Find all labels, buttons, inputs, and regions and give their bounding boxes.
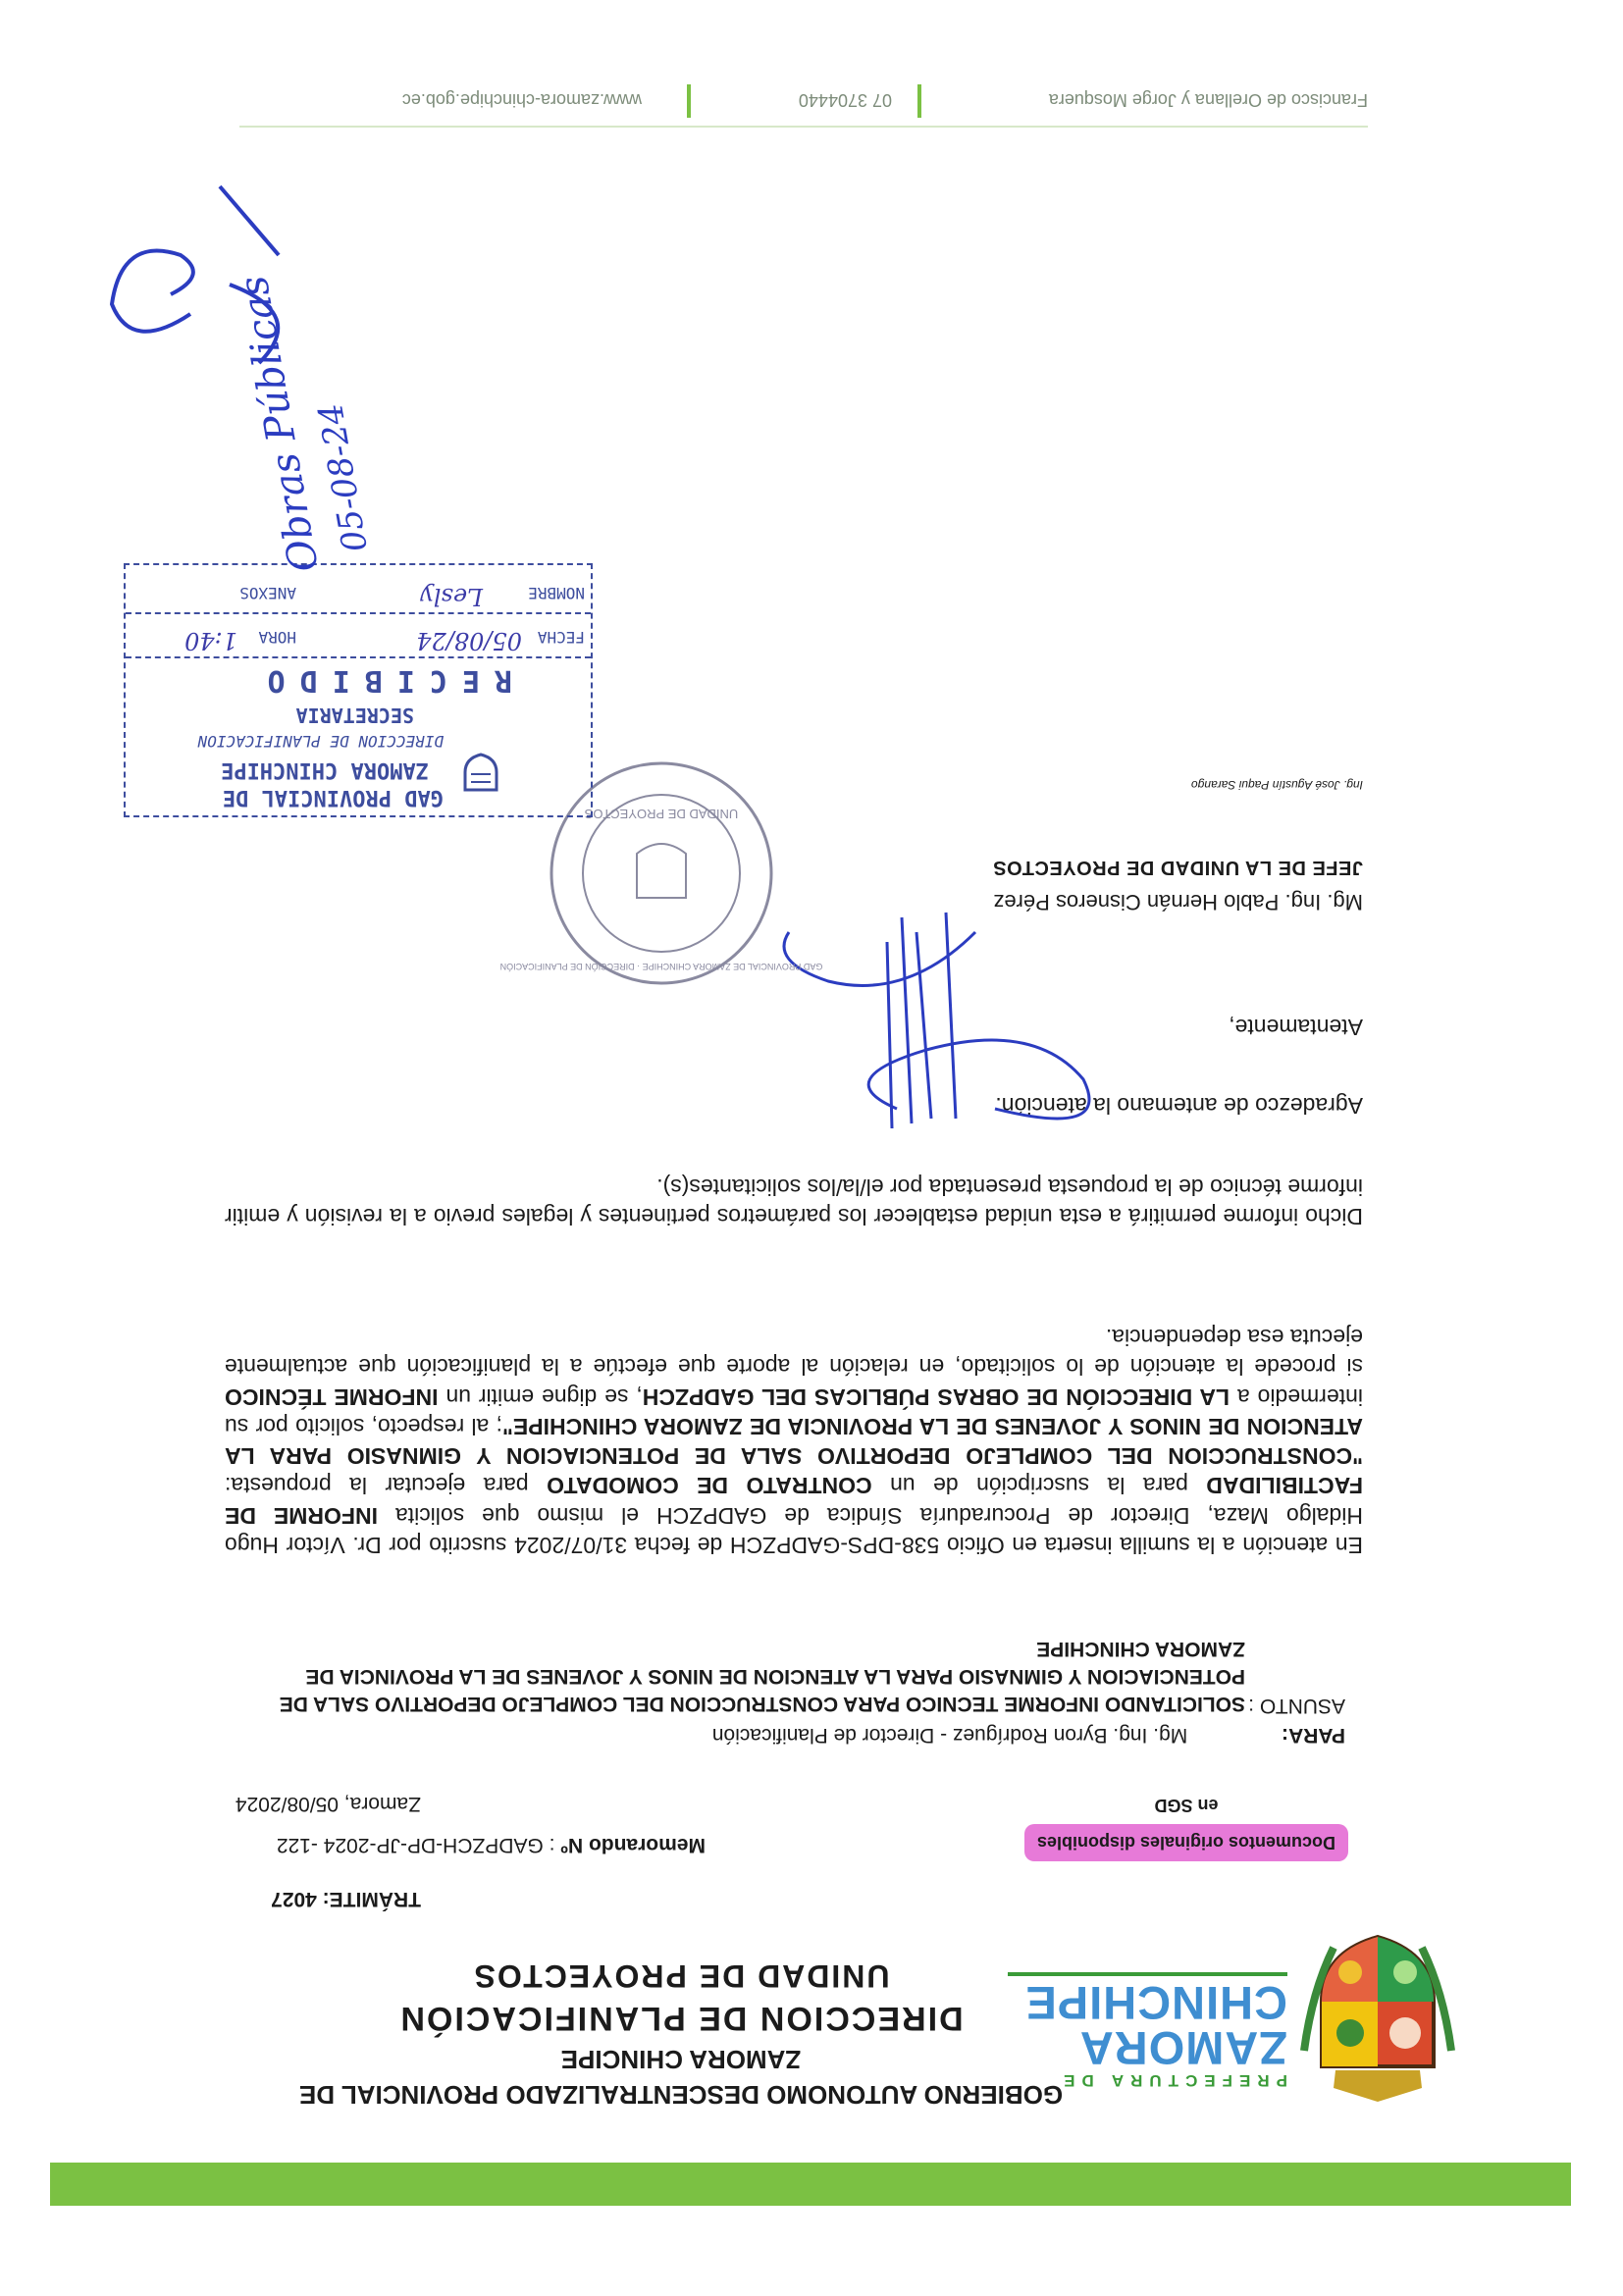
signer-title: JEFE DE LA UNIDAD DE PROYECTOS [992,857,1363,878]
memo-number [277,1833,706,1856]
tramite-value: 4027 [271,1888,317,1910]
title-line-2: ZAMORA CHINCIPE [560,2045,802,2074]
stamp-fecha-label: FECHA [537,628,585,647]
signer-name: Mg. Ing. Pablo Hernán Cisneros Pérez [993,890,1363,914]
closing-thanks: Agradezco de antemano la atención. [995,1093,1363,1119]
p1-text-i: , se digne emitir un [438,1383,643,1410]
stamp-nombre-label: NOMBRE [528,584,585,602]
stamp-shield-icon [459,753,502,796]
stamp-nombre-value: Lesly [420,583,483,610]
footer-website[interactable]: www.zamora-chinchipe.gob.ec [401,90,642,110]
handwriting-line-2: 05-08-24 [310,399,376,555]
memo-value: : GADPZCH-DP-JP-2024 -122 [276,1834,555,1856]
body-paragraph-1 [225,1323,1363,1560]
p1-bold-factibilidad: INFORME DE FACTIBILIDAD [225,1473,1363,1529]
body-paragraph-2: Dicho informe permitirá a esta unidad establecer los parámetros pertinentes y legales previo a la revisión y emitir informe técnico de la propuesta presentada por el/la/los solicitantes(s). [225,1174,1363,1229]
handwritten-signature [740,903,1152,1226]
stamp-hora-value: 1:40 [184,627,237,654]
closing-regards: Atentamente, [1229,1015,1363,1040]
stamp-hora-label: HORA [258,628,296,647]
footer-separator-2 [687,84,691,118]
coat-of-arms-logo [1294,1933,1461,2110]
prepared-by-note: Ing. José Agustín Paqui Sarango [1190,778,1363,792]
seal-inner-text: UNIDAD DE PROYECTOS [584,807,739,821]
p1-text-c: para la suscripción de un [871,1473,1207,1499]
p1-bold-informe: INFORME TÉCNICO [225,1383,439,1410]
footer-address: Francisco de Orellana y Jorge Mosquera [1048,90,1368,110]
asunto-label: ASUNTO : [1248,1695,1345,1717]
stamp-line-2: ZAMORA CHINCHIPE [221,757,429,782]
tramite-field [271,1887,421,1910]
memo-date: Zamora, 05/08/2024 [235,1793,421,1815]
p1-text-a: En atención a la sumilla inserta en Oficio 538-DPS-GADPZCH de fecha 31/07/2024 suscrito por Dr. Víctor Hugo Hidalgo Maza, Director de Procuraduría Síndica de GADPZCH el mismo que solicita [225,1502,1363,1558]
sgd-highlight-note: Documentos originales disponibles en SGD [1024,1824,1348,1861]
title-line-3: DIRECCION DE PLANIFICACIÓN [398,2000,964,2037]
tramite-label: TRÁMITE: [322,1888,421,1910]
footer-separator-1 [917,84,921,118]
brand-chinchipe: CHINCHIPE [1024,1977,1287,2029]
p1-text-g: ; al respecto, solicito por su intermedio a [224,1383,1363,1439]
p1-bold-propuesta: "CONSTRUCCION DEL COMPLEJO DEPORTIVO SALA DE POTENCIACION Y GIMNASIO PARA LA ATENCION DE NINOS Y JOVENES DE LA PROVINCIA DE ZAMORA CHINCHIPE" [225,1413,1363,1470]
asunto-text: SOLICITANDO INFORME TECNICO PARA CONSTRUCCION DEL COMPLEJO DEPORTIVO SALA DE POTENCIACION Y GIMNASIO PARA LA ATENCION DE NINOS Y JOVENES DE LA PROVINCIA DE ZAMORA CHINCHIPE [279,1638,1245,1715]
memo-label: Memorando Nº [560,1834,706,1856]
stamp-line-4: SECRETARIA [295,704,414,727]
footer-divider [239,126,1368,128]
p1-text-e: para ejecutar la propuesta: [225,1473,548,1499]
p1-text-k: si procede la atención de lo solicitado, en relación al aporte que efectúe a la planificación que actualmente ejecuta esa dependencia. [225,1324,1363,1381]
title-line-4: UNIDAD DE PROYECTOS [472,1958,890,1994]
brand-prefectura: PREFECTURA DE [1057,2071,1287,2090]
para-value: Mg. Ing. Byron Rodríguez - Director de Planificación [711,1724,1188,1747]
stamp-line-3: DIRECCION DE PLANIFICACION [197,732,444,751]
header-green-bar [50,2163,1571,2206]
para-label: PARA: [1282,1724,1345,1747]
brand-zamora: ZAMORA [1078,2022,1287,2074]
stamp-row-fecha [126,617,591,658]
footer-phone: 07 3704440 [798,90,892,110]
stamp-fecha-value: 05/08/24 [416,627,522,654]
p1-bold-comodato: CONTRATO DE COMODATO [547,1473,872,1499]
handwritten-routing-note [53,186,377,608]
seal-outer-text: GAD PROVINCIAL DE ZAMORA CHINCHIPE · DIRECCIÓN DE PLANIFICACIÓN [499,962,823,971]
p1-bold-obras: LA DIRECCIÓN DE OBRAS PÚBLICAS DEL GADPZCH [642,1383,1230,1410]
title-line-1: GOBIERNO AUTONOMO DESCENTRALIZADO PROVINCIAL DE [298,2080,1064,2110]
stamp-anexos-label: ANEXOS [239,584,296,602]
stamp-recibido: RECIBIDO [252,663,512,698]
para-line [712,1723,1345,1747]
handwriting-line-1: Obras Públicas [231,272,328,576]
stamp-line-1: GAD PROVINCIAL DE [222,785,444,809]
